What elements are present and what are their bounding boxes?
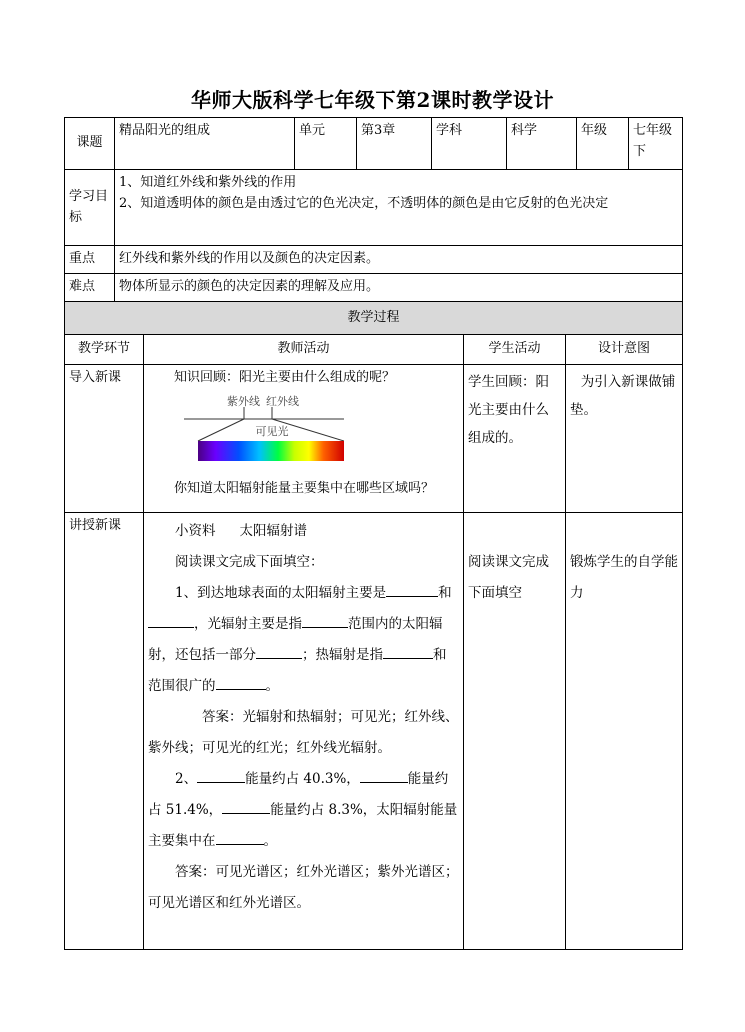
col-stage: 教学环节 [65, 335, 144, 365]
student-teaching: 阅读课文完成下面填空 [464, 513, 566, 950]
material-label: 小资料 [175, 523, 216, 539]
spectrum-ir-label: 红外线 [266, 394, 299, 408]
student-intro: 学生回顾：阳光主要由什么组成的。 [464, 365, 566, 513]
spectrum-bar [198, 441, 344, 461]
teacher-intro [144, 365, 464, 513]
grade-value: 七年级下 [629, 118, 683, 170]
col-intent: 设计意图 [566, 335, 683, 365]
intent-intro: 为引入新课做铺垫。 [566, 365, 683, 513]
page-title: 华师大版科学七年级下第2课时教学设计 [191, 88, 554, 112]
key-value: 红外线和紫外线的作用以及颜色的决定因素。 [115, 246, 683, 274]
intro-question-2: 你知道太阳辐射能量主要集中在哪些区域吗？ [174, 480, 435, 496]
intent-teaching: 锻炼学生的自学能力 [566, 513, 683, 950]
course-label: 课题 [65, 118, 115, 170]
goal-item-2: 2、知道透明体的颜色是由透过它的色光决定，不透明体的颜色是由它反射的色光决定 [119, 195, 609, 211]
goal-label: 学习目标 [65, 170, 115, 246]
goal-content [115, 170, 683, 246]
key-label: 重点 [65, 246, 115, 274]
material-title: 太阳辐射谱 [239, 523, 307, 539]
fill-question-1: 1、到达地球表面的太阳辐射主要是 和，光辐射主要是指 范围内的太阳辐射，还包括一部分 ；热辐射是指 和范围很广的 。 [148, 578, 459, 702]
material-line [148, 516, 459, 547]
col-student: 学生活动 [464, 335, 566, 365]
spectrum-visible-label: 可见光 [255, 424, 289, 438]
stage-teaching: 讲授新课 [65, 513, 144, 950]
unit-value: 第3章 [357, 118, 432, 170]
process-header: 教学过程 [65, 302, 683, 335]
stage-intro: 导入新课 [65, 365, 144, 513]
spectrum-uv-label: 紫外线 [227, 394, 260, 408]
info-table [64, 117, 683, 302]
difficulty-value: 物体所显示的颜色的决定因素的理解及应用。 [115, 274, 683, 302]
difficulty-label: 难点 [65, 274, 115, 302]
unit-label: 单元 [295, 118, 357, 170]
spectrum-left-line [198, 419, 244, 441]
process-table [64, 301, 683, 950]
course-value: 精品阳光的组成 [115, 118, 295, 170]
instruction: 阅读课文完成下面填空： [175, 554, 324, 570]
answer-1: 答案：光辐射和热辐射；可见光；红外线、紫外线；可见光的红光；红外线光辐射。 [148, 709, 459, 756]
grade-label: 年级 [577, 118, 629, 170]
intro-question-1: 知识回顾：阳光主要由什么组成的呢？ [174, 370, 396, 385]
goal-item-1: 1、知道红外线和紫外线的作用 [119, 175, 297, 190]
subject-value: 科学 [507, 118, 577, 170]
spectrum-diagram [184, 393, 344, 465]
subject-label: 学科 [432, 118, 507, 170]
col-teacher: 教师活动 [144, 335, 464, 365]
answer-2: 答案：可见光谱区；红外光谱区；紫外光谱区；可见光谱区和红外光谱区。 [148, 864, 459, 911]
teacher-teaching [144, 513, 464, 950]
fill-question-2: 2、 能量约占 40.3%， 能量约占 51.4%， 能量约占 8.3%，太阳辐射能量主要集中在 。 [148, 764, 459, 857]
